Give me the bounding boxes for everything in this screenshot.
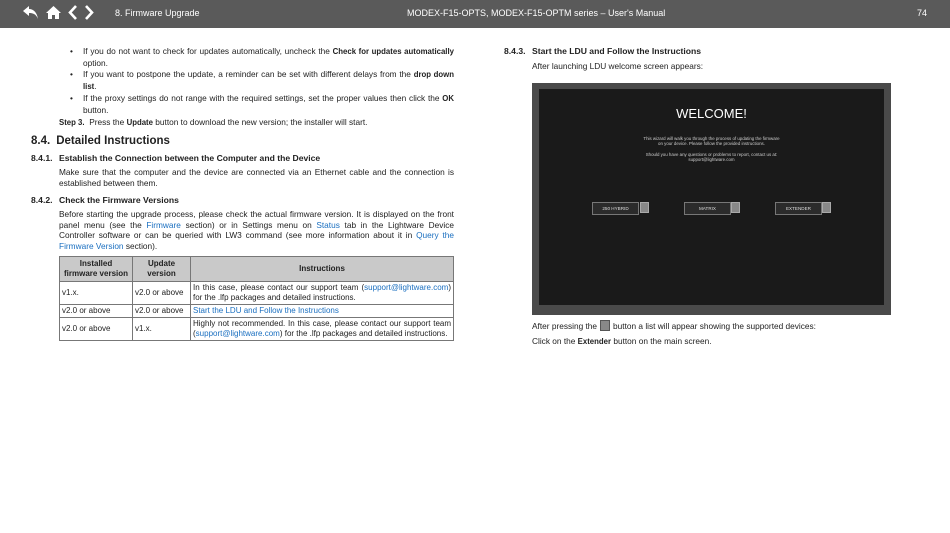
subsection-heading: 8.4.2. Check the Firmware Versions <box>31 194 179 205</box>
device-button-250-hybrid[interactable]: 250 HYBRID <box>592 202 639 215</box>
update-cell: v2.0 or above <box>133 304 191 317</box>
device-list-icon <box>600 320 610 331</box>
nav-toolbar <box>22 5 94 20</box>
proxy-bullets <box>31 46 454 116</box>
welcome-text: on your device. Please follow the provided instructions. <box>658 141 765 147</box>
installed-cell: v1.x. <box>60 281 133 304</box>
chapter-title: 8. Firmware Upgrade <box>115 8 200 18</box>
welcome-title: WELCOME! <box>676 106 747 122</box>
connection-paragraph: Make sure that the computer and the device are connected via an Ethernet cable and the connection is established between them. <box>59 167 454 188</box>
page-number: 74 <box>917 8 928 18</box>
device-list-icon[interactable] <box>731 202 740 213</box>
query-firmware-link[interactable]: Query the Firmware Version <box>59 230 454 251</box>
previous-page-icon[interactable] <box>68 5 78 20</box>
table-row <box>60 304 454 317</box>
firmware-table <box>59 256 454 341</box>
bullet-item: • If you do not want to check for updates automatically, uncheck the Check for updates automatically option. <box>83 46 454 68</box>
start-ldu-link[interactable]: Start the LDU and Follow the Instructions <box>193 305 339 315</box>
support-email-link[interactable]: support@lightware.com <box>195 328 280 338</box>
welcome-text: This wizard will walk you through the process of updating the firmware <box>643 136 780 142</box>
welcome-text: Should you have any questions or problems to report, contact us at: <box>645 152 778 158</box>
section-heading: 8.4. Detailed Instructions <box>31 135 170 148</box>
status-link[interactable]: Status <box>316 219 340 230</box>
return-icon[interactable] <box>22 5 39 20</box>
welcome-email: support@lightware.com <box>688 157 735 163</box>
table-header-row <box>60 256 454 281</box>
table-header: Update version <box>133 256 191 281</box>
table-header: Instructions <box>191 256 454 281</box>
firmware-paragraph: Before starting the upgrade process, please check the actual firmware version. It is displayed on the front panel menu (see the Firmware section) or in Settings menu on Status tab in the Lightware Device Controller software or can be queried with LW3 command (see more information about it in Query the Firmware Version section). <box>59 209 454 251</box>
right-column <box>504 46 904 347</box>
update-cell: v1.x. <box>133 317 191 340</box>
left-column <box>31 46 454 341</box>
subsection-heading: 8.4.1. Establish the Connection between the Computer and the Device <box>31 152 321 163</box>
instruction-cell: In this case, please contact our support team (support@lightware.com) for the .lfp packages and detailed instructions. <box>191 281 454 304</box>
ldu-welcome-screenshot <box>532 83 891 315</box>
table-row <box>60 317 454 340</box>
bullet-item: • If the proxy settings do not range with the required settings, set the proper values then click the OK button. <box>83 93 454 115</box>
device-button-matrix[interactable]: MATRIX <box>684 202 731 215</box>
device-button-extender[interactable]: EXTENDER <box>775 202 822 215</box>
caption-device-list: After pressing the button a list will appear showing the supported devices: <box>532 321 816 332</box>
support-email-link[interactable]: support@lightware.com <box>364 282 449 292</box>
installed-cell: v2.0 or above <box>60 317 133 340</box>
update-cell: v2.0 or above <box>133 281 191 304</box>
step-3: Step 3. Press the Update button to download the new version; the installer will start. <box>59 116 368 127</box>
table-row <box>60 281 454 304</box>
ldu-intro: After launching LDU welcome screen appears: <box>532 60 704 71</box>
top-bar <box>0 0 950 28</box>
table-header: Installed firmware version <box>60 256 133 281</box>
caption-extender: Click on the Extender button on the main screen. <box>532 335 712 346</box>
device-list-icon[interactable] <box>640 202 649 213</box>
subsection-heading: 8.4.3. Start the LDU and Follow the Instructions <box>504 46 702 56</box>
document-title: MODEX-F15-OPTS, MODEX-F15-OPTM series – User's Manual <box>407 8 666 18</box>
instruction-cell: Highly not recommended. In this case, please contact our support team (support@lightware.com) for the .lfp packages and detailed instructions. <box>191 317 454 340</box>
firmware-link[interactable]: Firmware <box>146 219 181 230</box>
next-page-icon[interactable] <box>84 5 94 20</box>
instruction-cell <box>191 304 454 317</box>
device-list-icon[interactable] <box>822 202 831 213</box>
home-icon[interactable] <box>45 5 62 20</box>
bullet-item: • If you want to postpone the update, a reminder can be set with different delays from the drop down list. <box>83 69 454 92</box>
ldu-screen <box>539 89 884 305</box>
installed-cell: v2.0 or above <box>60 304 133 317</box>
